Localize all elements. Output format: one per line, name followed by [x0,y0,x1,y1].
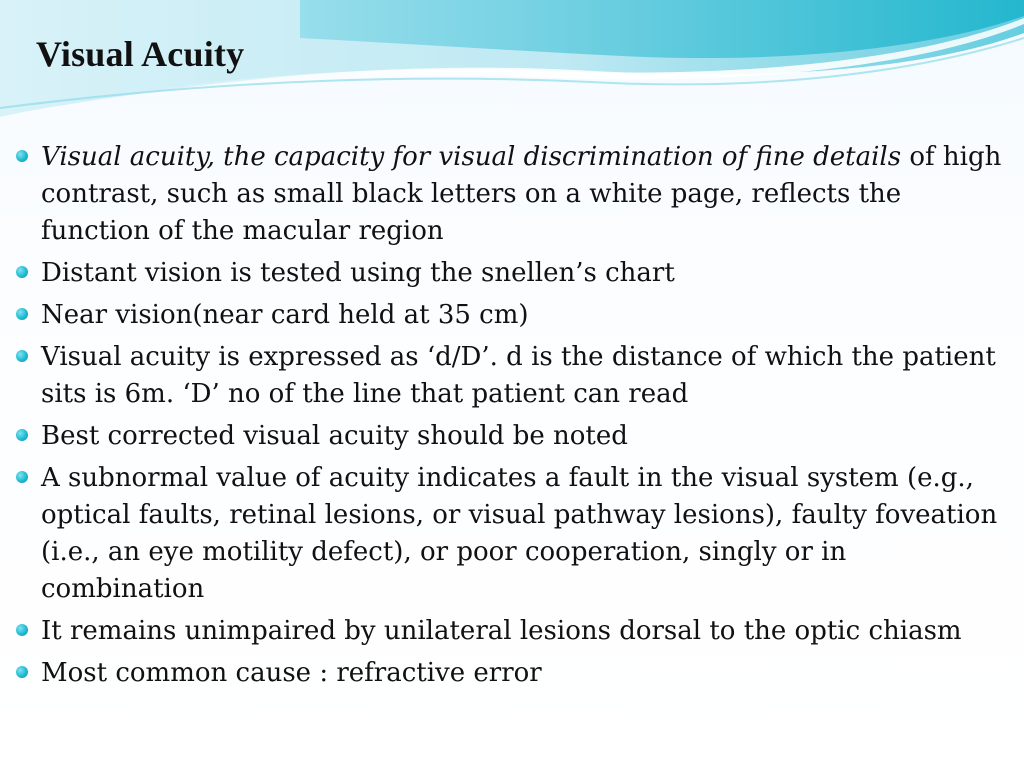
slide-title: Visual Acuity [36,34,245,74]
bullet-dot-icon [16,150,28,162]
bullet-dot-icon [16,308,28,320]
bullet-text: It remains unimpaired by unilateral lesions dorsal to the optic chiasm [41,616,962,646]
bullet-item-near-vision [12,297,1002,334]
bullet-dot-icon [16,666,28,678]
bullet-item-best-corrected [12,418,1002,455]
bullet-dot-icon [16,471,28,483]
bullet-item-acuity-expression [12,339,1002,413]
bullet-text: Best corrected visual acuity should be noted [41,421,628,451]
bullet-dot-icon [16,624,28,636]
bullet-text: Most common cause : refractive error [41,658,542,688]
bullet-italic-text: Visual acuity, the capacity for visual discrimination of fine details [41,142,902,172]
bullet-item-visual-acuity-definition [12,139,1002,250]
bullet-dot-icon [16,350,28,362]
bullet-text: Visual acuity is expressed as ‘d/D’. d is the distance of which the patient sits is 6m. ‘D’ no of the line that patient can read [41,342,996,409]
bullet-list [12,139,1002,697]
bullet-dot-icon [16,266,28,278]
bullet-item-subnormal-value [12,460,1002,608]
bullet-item-distant-vision [12,255,1002,292]
bullet-dot-icon [16,429,28,441]
bullet-item-common-cause [12,655,1002,692]
bullet-text: Distant vision is tested using the snellen’s chart [41,258,675,288]
bullet-item-unilateral-lesions [12,613,1002,650]
bullet-text: Near vision(near card held at 35 cm) [41,300,529,330]
bullet-text: of high contrast, such as small black letters on a white page, reflects the function of the macular region [41,142,1002,246]
bullet-text: A subnormal value of acuity indicates a fault in the visual system (e.g., optical faults, retinal lesions, or visual pathway lesions), faulty foveation (i.e., an eye motility defect), or poor cooperation, singly or in combination [41,463,998,604]
